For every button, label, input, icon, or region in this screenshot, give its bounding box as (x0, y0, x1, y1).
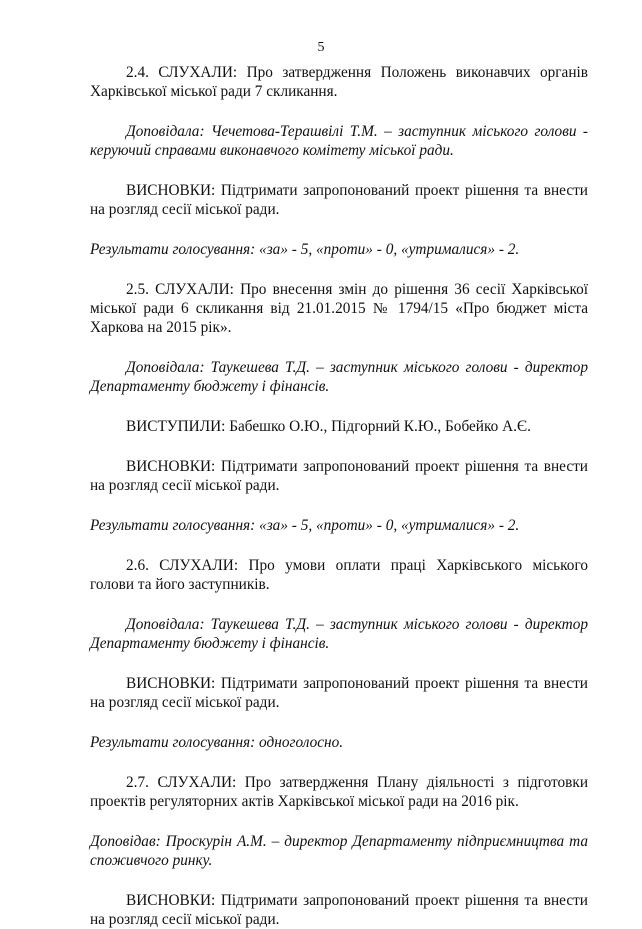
item-2-5-speaker: Доповідала: Таукешева Т.Д. – заступник міського голови - директор Департаменту бюджету і фінансів. (90, 359, 588, 395)
item-2-6-conclusion: ВИСНОВКИ: Підтримати запропонований проект рішення та внести на розгляд сесії міської ради. (90, 675, 588, 711)
item-2-7-heard: 2.7. СЛУХАЛИ: Про затвердження Плану діяльності з підготовки проектів регуляторних актів Харківської міської ради на 2016 рік. (90, 774, 588, 810)
item-2-5-vote: Результати голосування: «за» - 5, «проти» - 0, «утрималися» - 2. (90, 517, 520, 534)
item-2-5-conclusion: ВИСНОВКИ: Підтримати запропонований проект рішення та внести на розгляд сесії міської ради. (90, 458, 588, 494)
page-number: 5 (317, 40, 325, 55)
item-2-6-heard: 2.6. СЛУХАЛИ: Про умови оплати праці Харківського міського голови та його заступників. (90, 557, 588, 593)
item-2-7-speaker: Доповідав: Проскурін А.М. – директор Департаменту підприємництва та споживчого ринку. (90, 833, 588, 869)
item-2-4-vote: Результати голосування: «за» - 5, «проти» - 0, «утрималися» - 2. (90, 241, 520, 258)
item-2-4-speaker: Доповідала: Чечетова-Терашвілі Т.М. – заступник міського голови - керуючий справами виконавчого комітету міської ради. (90, 123, 588, 159)
item-2-7-conclusion: ВИСНОВКИ: Підтримати запропонований проект рішення та внести на розгляд сесії міської ради. (90, 892, 588, 928)
item-2-5-speakers-out: ВИСТУПИЛИ: Бабешко О.Ю., Підгорний К.Ю., Бобейко А.Є. (126, 418, 531, 435)
item-2-6-vote: Результати голосування: одноголосно. (90, 734, 344, 751)
document-body (90, 63, 588, 929)
item-2-4-conclusion: ВИСНОВКИ: Підтримати запропонований проект рішення та внести на розгляд сесії міської ради. (90, 182, 588, 218)
item-2-4-heard: 2.4. СЛУХАЛИ: Про затвердження Положень виконавчих органів Харківської міської ради 7 скликання. (90, 64, 588, 100)
item-2-6-speaker: Доповідала: Таукешева Т.Д. – заступник міського голови - директор Департаменту бюджету і фінансів. (90, 616, 588, 652)
item-2-5-heard: 2.5. СЛУХАЛИ: Про внесення змін до рішення 36 сесії Харківської міської ради 6 скликання від 21.01.2015 № 1794/15 «Про бюджет міста Харкова на 2015 рік». (90, 281, 588, 336)
